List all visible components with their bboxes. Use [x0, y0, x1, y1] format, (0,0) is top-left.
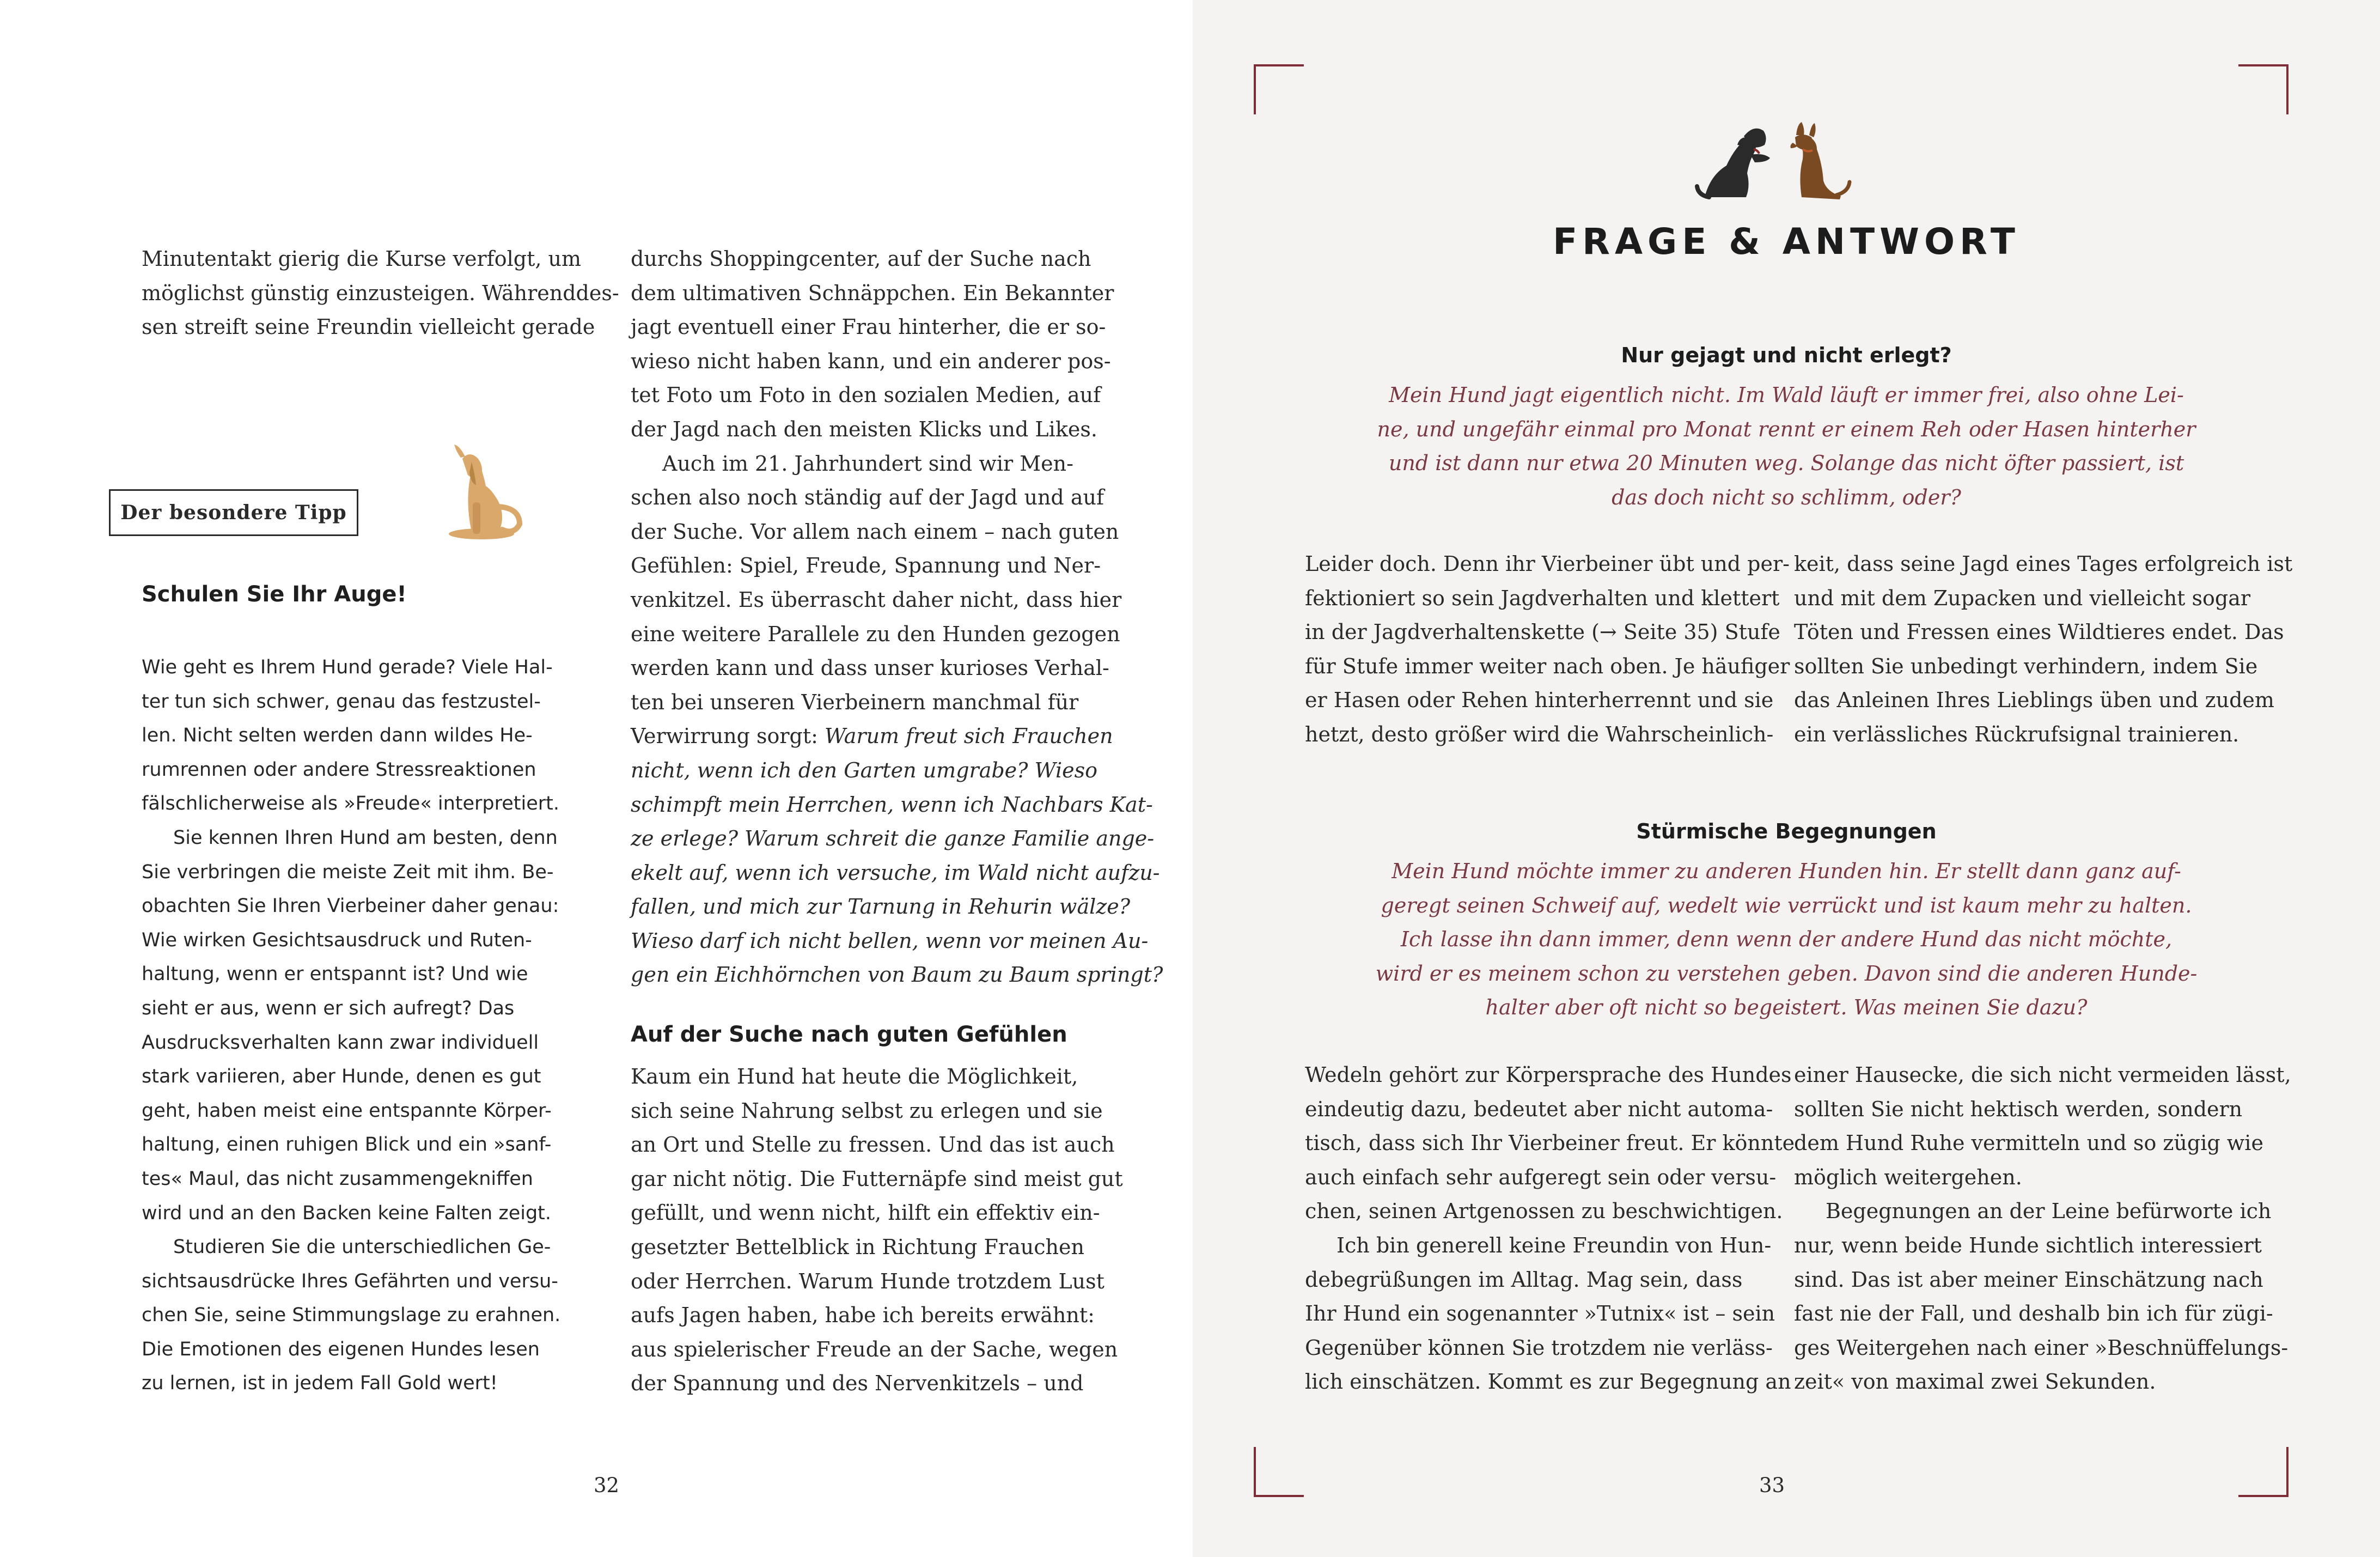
text-line: venkitzel. Es überrascht daher nicht, dass hier: [631, 587, 1122, 612]
answer-2-col1: [1305, 1058, 1795, 1399]
text-line: Wedeln gehört zur Körpersprache des Hundes: [1305, 1063, 1792, 1087]
text-line: aufs Jagen haben, habe ich bereits erwähnt:: [631, 1303, 1095, 1328]
text-line: möglich weitergehen.: [1794, 1165, 2022, 1189]
tip-body: [142, 650, 577, 1401]
text-line: durchs Shoppingcenter, auf der Suche nach: [631, 247, 1091, 271]
text-line: und mit dem Zupacken und vielleicht sogar: [1794, 586, 2251, 610]
text-line: sind. Das ist aber meiner Einschätzung nach: [1794, 1267, 2263, 1292]
text-line: nur, wenn beide Hunde sichtlich interessiert: [1794, 1233, 2262, 1257]
right-page: [1193, 0, 2380, 1557]
text-line: gesetzter Bettelblick in Richtung Frauchen: [631, 1234, 1084, 1259]
text-line: len. Nicht selten werden dann wildes He-: [142, 725, 533, 747]
text-line: für Stufe immer weiter nach oben. Je häufiger: [1305, 654, 1790, 678]
text-line: dem ultimativen Schnäppchen. Ein Bekannter: [631, 281, 1114, 305]
text-line: tet Foto um Foto in den sozialen Medien, auf: [631, 383, 1101, 408]
text-line: der Spannung und des Nervenkitzels – und: [631, 1371, 1084, 1396]
tip-label: Der besondere Tipp: [120, 501, 347, 524]
text-run: Verwirrung sorgt:: [631, 724, 825, 749]
text-line: ze erlege? Warum schreit die ganze Familie ange-: [631, 826, 1155, 851]
text-line: ekelt auf, wenn ich versuche, im Wald nicht aufzu-: [631, 860, 1160, 885]
question-line: ne, und ungefähr einmal pro Monat rennt er einem Reh oder Hasen hinterher: [1377, 417, 2196, 441]
text-line: fälschlicherweise als »Freude« interpretiert.: [142, 793, 560, 815]
text-line: Ihr Hund ein sogenannter »Tutnix« ist – sein: [1305, 1301, 1775, 1326]
text-line: Gefühlen: Spiel, Freude, Spannung und Ner-: [631, 554, 1101, 578]
text-line: wieso nicht haben kann, und ein anderer pos-: [631, 349, 1111, 373]
text-line: schimpft mein Herrchen, wenn ich Nachbars Kat-: [631, 792, 1153, 817]
text-line: chen, seinen Artgenossen zu beschwichtigen.: [1305, 1199, 1783, 1224]
text-line: sollten Sie unbedingt verhindern, indem Sie: [1794, 654, 2258, 678]
text-line: Kaum ein Hund hat heute die Möglichkeit,: [631, 1065, 1078, 1088]
text-line: jagt eventuell einer Frau hinterher, die er so-: [631, 315, 1106, 339]
col2-text: [631, 242, 1163, 992]
text-line: rumrennen oder andere Stressreaktionen: [142, 758, 536, 781]
text-line: gar nicht nötig. Die Futternäpfe sind meist gut: [631, 1166, 1123, 1191]
text-line: sieht er aus, wenn er sich aufregt? Das: [142, 997, 515, 1019]
text-line: Wieso darf ich nicht bellen, wenn vor meinen Au-: [631, 928, 1149, 953]
text-line: chen Sie, seine Stimmungslage zu erahnen.: [142, 1304, 561, 1327]
text-line: gen ein Eichhörnchen von Baum zu Baum springt?: [631, 963, 1163, 987]
text-line: debegrüßungen im Alltag. Mag sein, dass: [1305, 1267, 1743, 1292]
question-line: das doch nicht so schlimm, oder?: [1612, 485, 1961, 509]
text-line: einer Hausecke, die sich nicht vermeiden lässt,: [1794, 1063, 2291, 1087]
text-line: schen also noch ständig auf der Jagd und auf: [631, 485, 1104, 510]
text-line: Wie wirken Gesichtsausdruck und Ruten-: [142, 929, 532, 951]
text-run-italic: Warum freut sich Frauchen: [825, 724, 1113, 749]
text-line: ten bei unseren Vierbeinern manchmal für: [631, 690, 1079, 714]
corner-mark-top-left: [1254, 64, 1304, 114]
corner-mark-top-right: [2238, 64, 2289, 114]
text-line: geht, haben meist eine entspannte Körper-: [142, 1099, 552, 1122]
text-line: fektioniert so sein Jagdverhalten und klettert: [1305, 586, 1780, 610]
text-line: zu lernen, ist in jedem Fall Gold wert!: [142, 1372, 498, 1395]
text-line: zeit« von maximal zwei Sekunden.: [1794, 1370, 2156, 1394]
text-line: Begegnungen an der Leine befürworte ich: [1826, 1199, 2272, 1224]
text-line: das Anleinen Ihres Lieblings üben und zudem: [1794, 688, 2274, 713]
text-line: haltung, einen ruhigen Blick und ein »sanf-: [142, 1134, 552, 1156]
text-line: nicht, wenn ich den Garten umgrabe? Wieso: [631, 758, 1098, 782]
text-line: Gegenüber können Sie trotzdem nie verläss-: [1305, 1335, 1773, 1360]
col2-text-continued: [631, 1060, 1123, 1401]
answer-1-col2: [1794, 547, 2293, 752]
page-number-left: 32: [594, 1474, 620, 1497]
text-line: Minutentakt gierig die Kurse verfolgt, um: [142, 247, 582, 271]
text-line: Ausdrucksverhalten kann zwar individuell: [142, 1031, 539, 1054]
text-line: fallen, und mich zur Tarnung in Rehurin wälze?: [631, 895, 1131, 919]
text-line: fast nie der Fall, und deshalb bin ich für zügi-: [1794, 1301, 2273, 1326]
text-line: Leider doch. Denn ihr Vierbeiner übt und per-: [1305, 552, 1790, 576]
text-line: tisch, dass sich Ihr Vierbeiner freut. Er könnte: [1305, 1131, 1795, 1155]
two-dogs-icon: [1694, 121, 1852, 202]
text-line: ges Weitergehen nach einer »Beschnüffelungs-: [1794, 1335, 2289, 1360]
text-line: in der Jagdverhaltenskette (→ Seite 35) Stufe: [1305, 620, 1780, 644]
text-line: hetzt, desto größer wird die Wahrscheinlich-: [1305, 722, 1774, 746]
page-number-right: 33: [1759, 1474, 1785, 1497]
text-line: der Suche. Vor allem nach einem – nach guten: [631, 519, 1119, 544]
text-line: ter tun sich schwer, genau das festzustel-: [142, 690, 541, 713]
text-line: obachten Sie Ihren Vierbeiner daher genau:: [142, 895, 559, 917]
text-line: oder Herrchen. Warum Hunde trotzdem Lust: [631, 1269, 1104, 1293]
corner-mark-bottom-right: [2238, 1447, 2289, 1497]
corner-mark-bottom-left: [1254, 1447, 1304, 1497]
text-line: lich einschätzen. Kommt es zur Begegnung an: [1305, 1370, 1791, 1394]
text-line: Sie verbringen die meiste Zeit mit ihm. Be-: [142, 861, 554, 883]
text-line: sich seine Nahrung selbst zu erlegen und sie: [631, 1098, 1103, 1123]
text-line: gefüllt, und wenn nicht, hilft ein effektiv ein-: [631, 1201, 1100, 1225]
text-line: dem Hund Ruhe vermitteln und so zügig wie: [1794, 1131, 2263, 1155]
text-line: sollten Sie nicht hektisch werden, sondern: [1794, 1097, 2243, 1121]
text-line: [631, 719, 1113, 753]
question-2-title: Stürmische Begegnungen: [1636, 819, 1937, 843]
text-line: eine weitere Parallele zu den Hunden gezogen: [631, 622, 1120, 646]
text-line: eindeutig dazu, bedeutet aber nicht automa-: [1305, 1097, 1773, 1121]
question-1-title: Nur gejagt und nicht erlegt?: [1621, 343, 1952, 367]
text-line: werden kann und dass unser kurioses Verhal-: [631, 656, 1109, 680]
answer-1-col1: [1305, 547, 1790, 752]
question-2-text: [1302, 854, 2271, 1025]
col2-heading: Auf der Suche nach guten Gefühlen: [631, 1022, 1067, 1047]
tip-heading: Schulen Sie Ihr Auge!: [142, 582, 407, 607]
text-line: er Hasen oder Rehen hinterherrennt und sie: [1305, 688, 1774, 713]
text-line: ein verlässliches Rückrufsignal trainieren.: [1794, 722, 2239, 746]
question-line: Mein Hund möchte immer zu anderen Hunden hin. Er stellt dann ganz auf-: [1392, 859, 2181, 883]
question-1-text: [1302, 378, 2271, 514]
text-line: haltung, wenn er entspannt ist? Und wie: [142, 963, 528, 986]
question-line: halter aber oft nicht so begeistert. Was meinen Sie dazu?: [1485, 995, 2088, 1020]
tip-label-box: [109, 489, 358, 536]
text-line: tes« Maul, das nicht zusammengekniffen: [142, 1167, 533, 1190]
text-line: Die Emotionen des eigenen Hundes lesen: [142, 1338, 540, 1360]
question-line: wird er es meinem schon zu verstehen geben. Davon sind die anderen Hunde-: [1375, 961, 2198, 986]
text-line: aus spielerischer Freude an der Sache, wegen: [631, 1337, 1118, 1361]
section-title: FRAGE & ANTWORT: [1553, 221, 2020, 263]
text-line: der Jagd nach den meisten Klicks und Likes.: [631, 417, 1097, 441]
question-line: und ist dann nur etwa 20 Minuten weg. Solange das nicht öfter passiert, ist: [1388, 451, 2184, 476]
text-line: sen streift seine Freundin vielleicht gerade: [142, 315, 595, 339]
text-line: Töten und Fressen eines Wildtieres endet. Das: [1794, 620, 2284, 644]
col1-top-text: [142, 242, 619, 344]
text-line: Wie geht es Ihrem Hund gerade? Viele Hal-: [142, 656, 553, 678]
text-line: Sie kennen Ihren Hund am besten, denn: [173, 826, 558, 849]
text-line: wird und an den Backen keine Falten zeigt.: [142, 1202, 552, 1224]
text-line: stark variieren, aber Hunde, denen es gut: [142, 1066, 541, 1088]
text-line: sichtsausdrücke Ihres Gefährten und versu-: [142, 1270, 558, 1292]
question-line: Ich lasse ihn dann immer, denn wenn der andere Hund das nicht möchte,: [1400, 927, 2172, 952]
text-line: Ich bin generell keine Freundin von Hun-: [1337, 1233, 1772, 1257]
howling-dog-icon: [438, 442, 525, 544]
question-line: geregt seinen Schweif auf, wedelt wie verrückt und ist kaum mehr zu halten.: [1381, 893, 2192, 917]
answer-2-col2: [1794, 1058, 2291, 1399]
text-line: möglichst günstig einzusteigen. Währenddes-: [142, 281, 619, 305]
text-line: Studieren Sie die unterschiedlichen Ge-: [173, 1236, 551, 1258]
question-line: Mein Hund jagt eigentlich nicht. Im Wald läuft er immer frei, also ohne Lei-: [1389, 383, 2184, 407]
text-line: an Ort und Stelle zu fressen. Und das ist auch: [631, 1133, 1115, 1157]
text-line: Auch im 21. Jahrhundert sind wir Men-: [662, 451, 1073, 476]
text-line: keit, dass seine Jagd eines Tages erfolgreich ist: [1794, 552, 2293, 576]
text-line: auch einfach sehr aufgeregt sein oder versu-: [1305, 1165, 1777, 1189]
